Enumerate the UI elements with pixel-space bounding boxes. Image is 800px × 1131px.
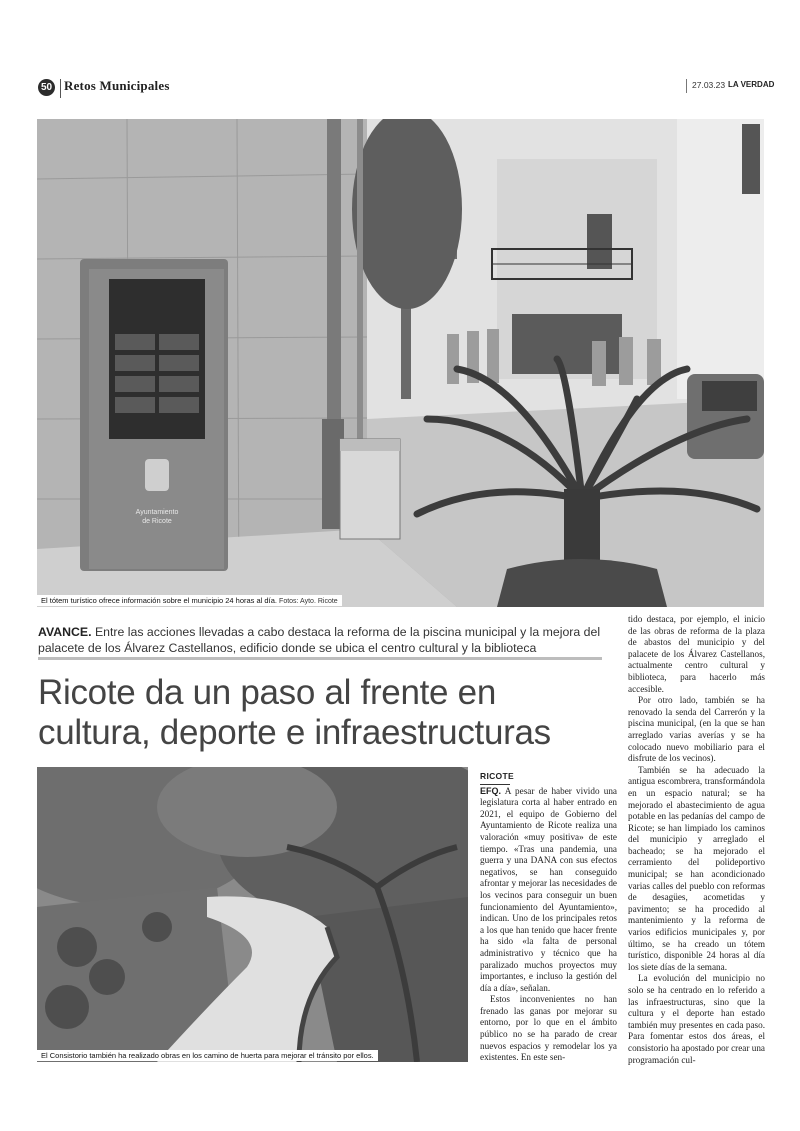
col2-p1: tido destaca, por ejemplo, el inicio de las obras de reforma de la plaza de abastos del municipio y del palacete de los Álvarez Castellanos, actualmente centro cultural y biblioteca, para hacerlo más accesible. <box>628 614 765 694</box>
header-divider <box>60 79 61 98</box>
lead-rule <box>38 657 602 660</box>
photo-orchard-path <box>37 767 468 1062</box>
totem-label-line1: Ayuntamiento <box>135 509 179 516</box>
article-column-2 <box>628 614 765 1066</box>
headline-line1: Ricote da un paso al frente en <box>38 673 496 712</box>
article-location: RICOTE <box>480 771 514 781</box>
kicker-rule <box>480 784 510 785</box>
page-number: 50 <box>38 79 55 96</box>
article-lead <box>38 624 601 656</box>
headline <box>38 673 618 753</box>
col2-p2: Por otro lado, también se ha renovado la senda del Carrerón y la piscina municipal, (en la que se han arreglado varias averías y se ha colocado nuevo mobiliario para el disfrute de los vecinos). <box>628 695 765 764</box>
totem-label-line2: de Ricote <box>142 518 172 525</box>
photo-tourist-totem <box>37 119 764 607</box>
section-title: Retos Municipales <box>64 78 170 93</box>
article-paragraph <box>480 786 617 995</box>
photo-credit: Fotos: Ayto. Ricote <box>279 598 338 605</box>
article-byline: EFQ. <box>480 785 502 796</box>
newspaper-name: LA VERDAD <box>728 80 775 89</box>
caption-text: El tótem turístico ofrece información sobre el municipio 24 horas al día. <box>41 596 277 605</box>
lead-text: Entre las acciones llevadas a cabo destaca la reforma de la piscina municipal y la mejora del palacete de los Álvarez Castellanos, edificio donde se ubica el centro cultural y la biblioteca <box>38 625 601 655</box>
col1-p1: A pesar de haber vivido una legislatura corta al haber entrado en 2021, el equipo de Gobierno del Ayuntamiento de Ricote realiza una valoración «muy positiva» de este tiempo. «Tras una pandemia, una guerra y una DANA con sus efectos negativos, se han conseguido afrontar y mejorar las necesidades de los vecinos para conseguir un buen funcionamiento del Ayuntamiento», indican. Uno de los principales retos a los que han tenido que hacer frente ha sido «la falta de personal administrativo y técnico que ha paralizado muchos proyectos muy importantes, e incluso la gestión del día a día», señalan. <box>480 785 617 993</box>
photo-caption-top <box>37 595 342 606</box>
lead-label: AVANCE. <box>38 625 92 639</box>
article-column-1 <box>480 771 617 1064</box>
col3-p2: La evolución del municipio no solo se ha centrado en lo referido a las infraestructuras, sino que la cultura y el deporte han estado también muy presentes en cada paso. Para fomentar estos dos áreas, el consistorio ha apostado por crear una programación cul- <box>628 973 766 1065</box>
issue-date: 27.03.23 <box>692 80 726 90</box>
col3-p1: También se ha adecuado la antigua escombrera, transformándola en un espacio natural; se ha mejorado el abastecimiento de agua potable en las pedanías del campo de Ricote; se han limpiado los caminos del municipio y arreglado el bacheado; se ha mejorado el cerramiento del polideportivo municipal; se han acondicionado varias calles del pueblo con reformas de desagües, acometidas y pavimento; se ha procedido al mantenimiento y la reforma de varios edificios municipales y, por último, se ha creado un tótem turístico, disponible 24 horas al día los siete días de la semana. <box>628 764 765 972</box>
date-divider <box>686 79 687 93</box>
col1-p2: Estos inconvenientes no han frenado las ganas por mejorar su entorno, por lo que en el ámbito público no se ha parado de crear nuevos espacios y remodelar los ya existentes. En este sen- <box>480 994 617 1063</box>
headline-line2: cultura, deporte e infraestructuras <box>38 713 551 752</box>
photo-caption-bottom: El Consistorio también ha realizado obras en los camino de huerta para mejorar el tránsito por ellos. <box>37 1050 378 1061</box>
